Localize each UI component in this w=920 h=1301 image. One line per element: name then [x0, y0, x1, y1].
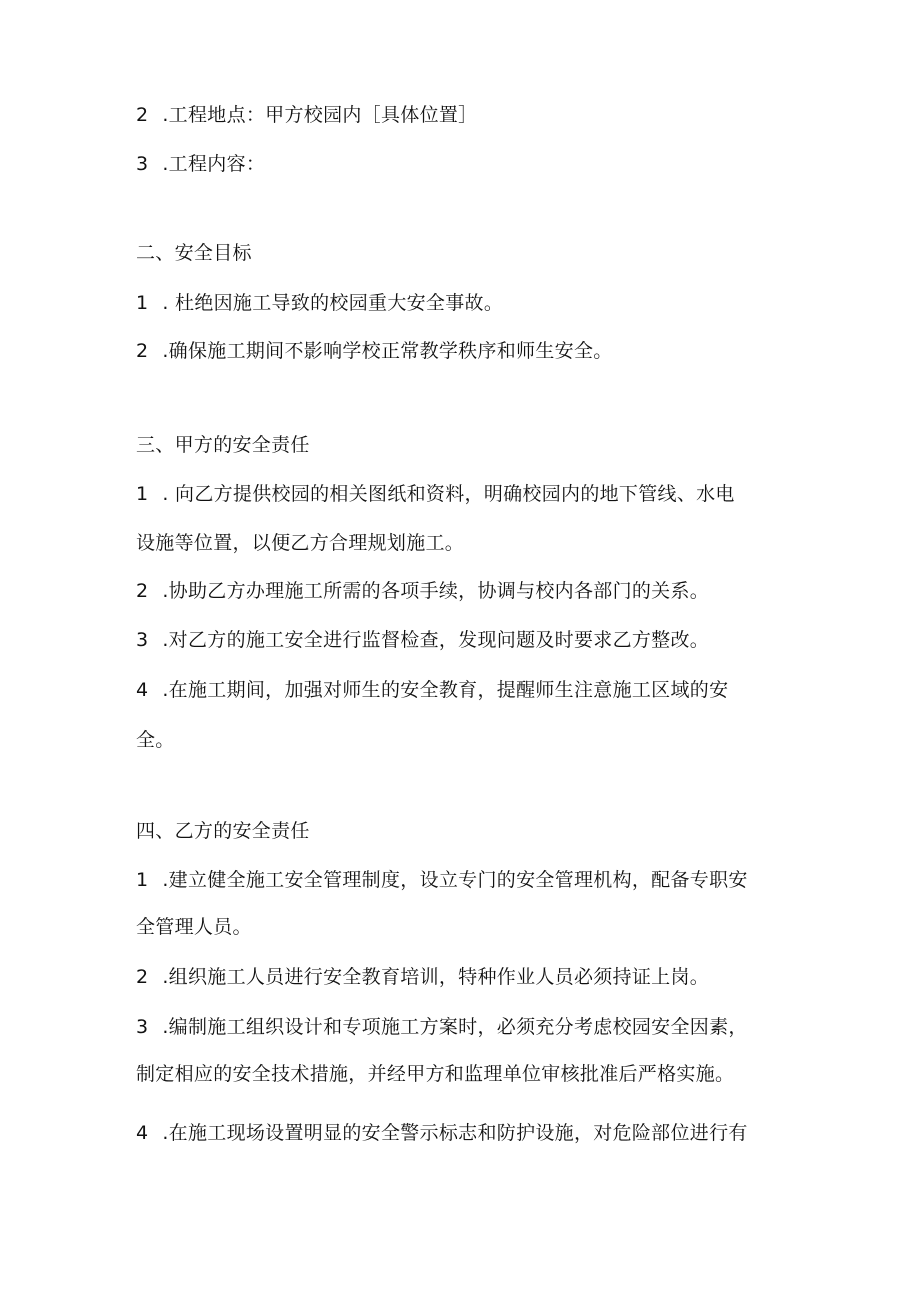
line-text: .建立健全施工安全管理制度，设立专门的安全管理机构，配备专职安: [156, 869, 748, 891]
text-line-continuation: [136, 1061, 734, 1087]
heading-text: 四、乙方的安全责任: [136, 820, 310, 842]
text-line: [136, 964, 709, 990]
text-line: [136, 102, 477, 128]
text-line: [136, 151, 265, 177]
item-number: 4: [136, 679, 149, 701]
line-text: 制定相应的安全技术措施，并经甲方和监理单位审核批准后严格实施。: [136, 1063, 735, 1085]
line-text: 全。: [136, 729, 175, 751]
line-text: .确保施工期间不影响学校正常教学秩序和师生安全。: [156, 340, 613, 362]
line-text: .对乙方的施工安全进行监督检查，发现问题及时要求乙方整改。: [156, 629, 710, 651]
line-text: . 向乙方提供校园的相关图纸和资料，明确校园内的地下管线、水电: [156, 483, 735, 505]
text-line-continuation: [136, 530, 464, 556]
line-text: 设施等位置，以便乙方合理规划施工。: [136, 532, 465, 554]
text-line: [136, 290, 503, 316]
line-text: .组织施工人员进行安全教育培训，特种作业人员必须持证上岗。: [156, 966, 710, 988]
item-number: 1: [136, 483, 149, 505]
line-text: .工程地点：甲方校园内［具体位置］: [156, 104, 478, 126]
line-text: . 杜绝因施工导致的校园重大安全事故。: [156, 292, 504, 314]
text-line: [136, 578, 709, 604]
item-number: 3: [136, 629, 149, 651]
heading-text: 二、安全目标: [136, 242, 252, 264]
section-heading: [136, 818, 310, 844]
text-line: [136, 338, 613, 364]
section-heading: [136, 240, 252, 266]
text-line: [136, 677, 728, 703]
line-text: .编制施工组织设计和专项施工方案时，必须充分考虑校园安全因素，: [156, 1016, 748, 1038]
line-text: 全管理人员。: [136, 916, 252, 938]
text-line: [136, 481, 735, 507]
item-number: 3: [136, 153, 149, 175]
line-text: .在施工期间，加强对师生的安全教育，提醒师生注意施工区域的安: [156, 679, 729, 701]
item-number: 2: [136, 104, 149, 126]
text-line-continuation: [136, 914, 252, 940]
item-number: 2: [136, 340, 149, 362]
item-number: 4: [136, 1122, 149, 1144]
heading-text: 三、甲方的安全责任: [136, 434, 310, 456]
item-number: 2: [136, 966, 149, 988]
item-number: 1: [136, 292, 149, 314]
line-text: .工程内容：: [156, 153, 266, 175]
text-line: [136, 867, 748, 893]
text-line: [136, 627, 709, 653]
text-line-continuation: [136, 727, 175, 753]
line-text: .在施工现场设置明显的安全警示标志和防护设施，对危险部位进行有: [156, 1122, 748, 1144]
item-number: 1: [136, 869, 149, 891]
text-line: [136, 1014, 748, 1040]
item-number: 3: [136, 1016, 149, 1038]
section-heading: [136, 432, 310, 458]
line-text: .协助乙方办理施工所需的各项手续，协调与校内各部门的关系。: [156, 580, 710, 602]
item-number: 2: [136, 580, 149, 602]
text-line: [136, 1120, 748, 1146]
